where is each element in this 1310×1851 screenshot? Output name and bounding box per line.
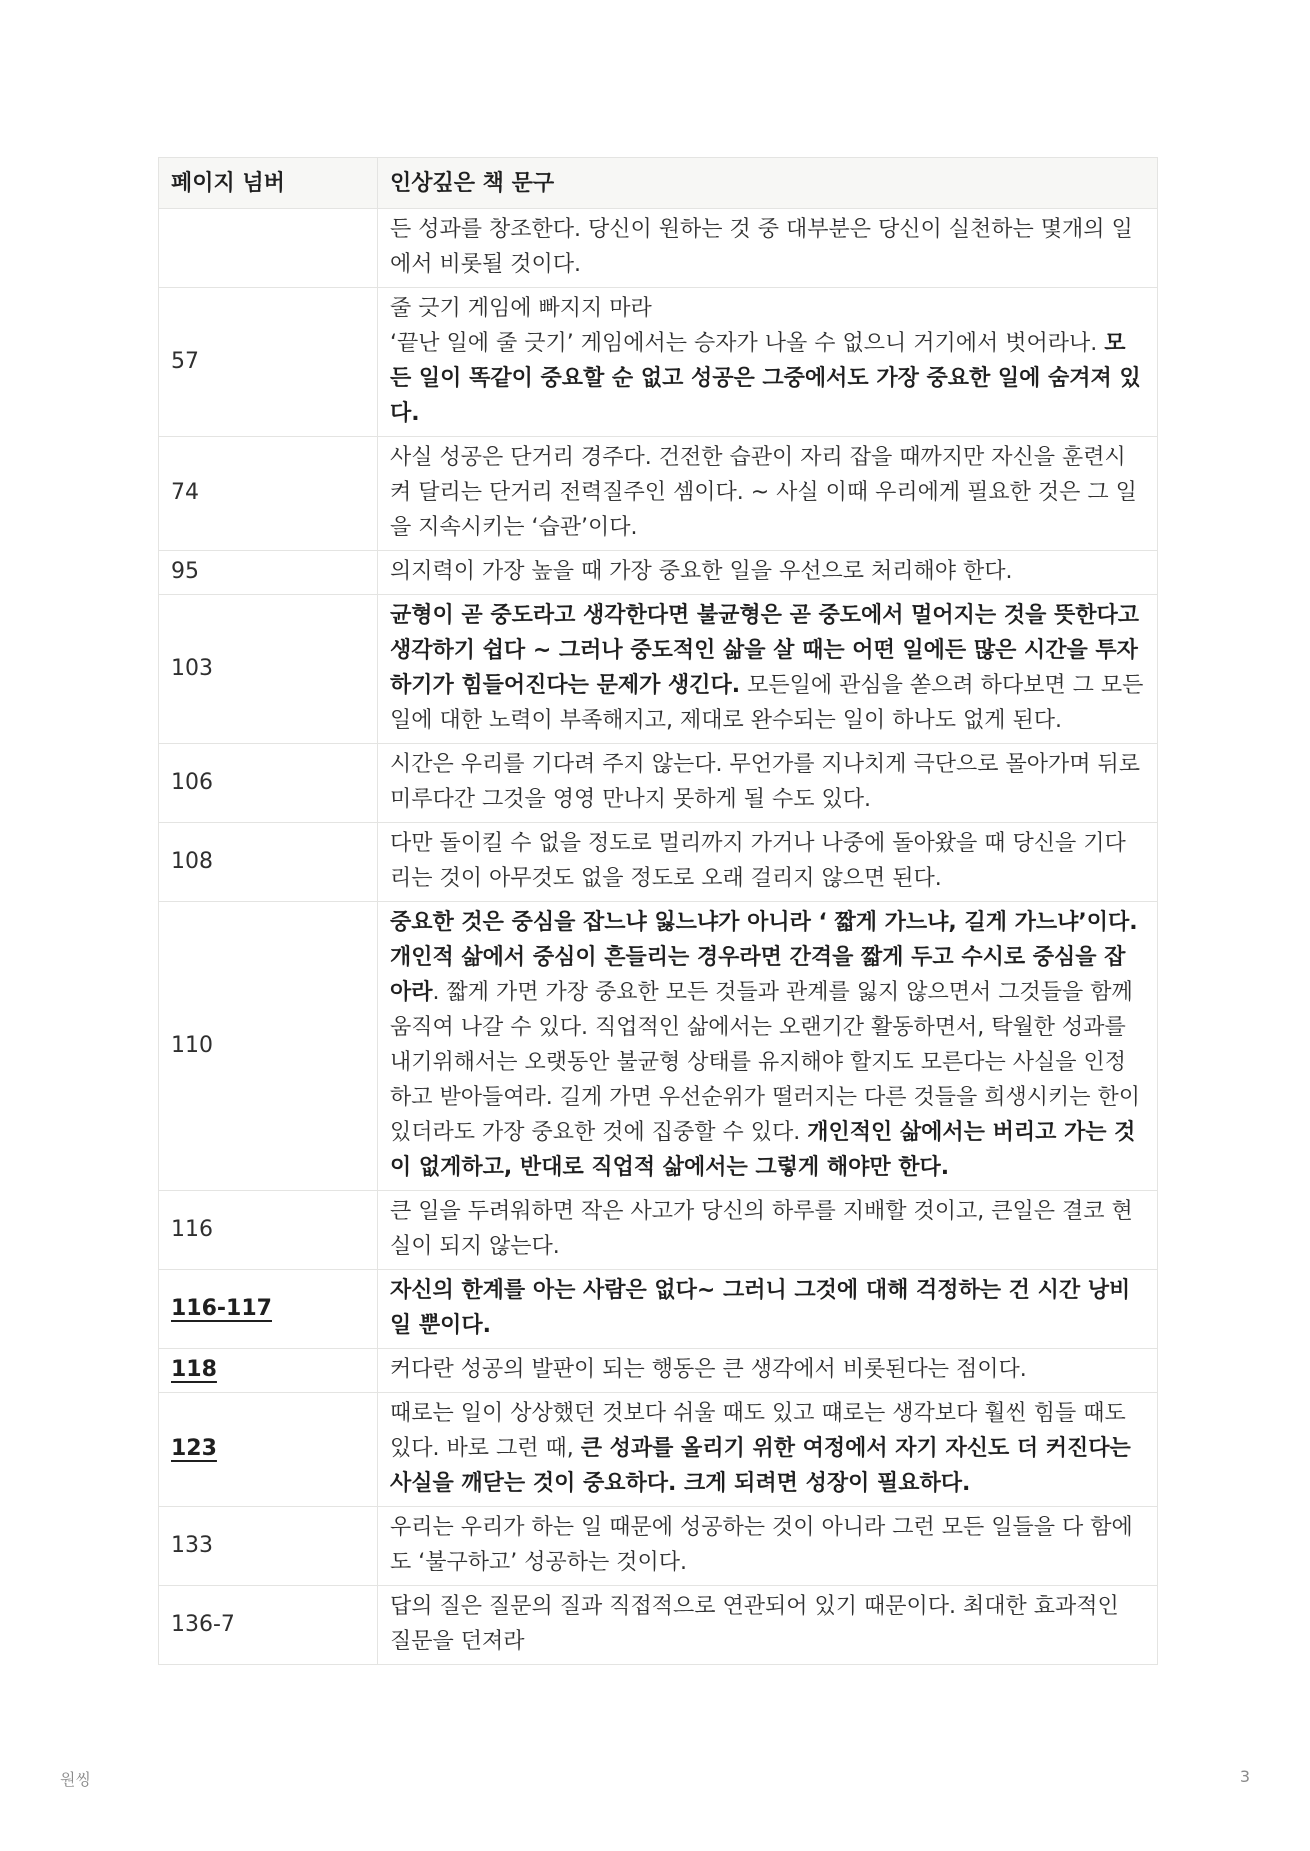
quote-text-bold: 모든 일이 똑같이 중요할 순 없고 성공은 그중에서도 가장 중요한 일에 숨겨져 있다.	[390, 331, 1141, 426]
quote-text: 모든일에 관심을 쏟으려 하다보면 그 모든 일에 대한 노력이 부족해지고, 제대로 완수되는 일이 하나도 없게 된다.	[390, 673, 1144, 733]
page-number-cell: 106	[159, 744, 378, 823]
quote-text: 큰 일을 두려워하면 작은 사고가 당신의 하루를 지배할 것이고, 큰일은 결코 현실이 되지 않는다.	[390, 1199, 1133, 1259]
footer-book-title: 원씽	[60, 1770, 91, 1789]
page-number-cell[interactable]: 116-117	[159, 1270, 378, 1349]
quote-text: 든 성과를 창조한다. 당신이 원하는 것 중 대부분은 당신이 실천하는 몇개의 일에서 비롯될 것이다.	[390, 217, 1133, 277]
page-number-cell: 108	[159, 823, 378, 902]
page-number-cell: 74	[159, 437, 378, 551]
table-row	[159, 744, 1158, 823]
quotes-table	[158, 157, 1158, 1665]
table-body	[159, 209, 1158, 1665]
table-header-row	[159, 158, 1158, 209]
quote-text: . 짧게 가면 가장 중요한 모든 것들과 관계를 잃지 않으면서 그것들을 함께 움직여 나갈 수 있다. 직업적인 삶에서는 오랜기간 활동하면서, 탁월한 성과를 내기위해서는 오랫동안 불균형 상태를 유지해야 할지도 모른다는 사실을 인정하고 받아들여라. 길게 가면 우선순위가 떨러지는 다른 것들을 희생시키는 한이 있더라도 가장 중요한 것에 집중할 수 있다.	[390, 980, 1140, 1145]
footer-page-number: 3	[1239, 1767, 1250, 1786]
quote-cell	[378, 209, 1158, 288]
table-row	[159, 1349, 1158, 1393]
quote-text: 다만 돌이킬 수 없을 정도로 멀리까지 가거나 나중에 돌아왔을 때 당신을 기다리는 것이 아무것도 없을 정도로 오래 걸리지 않으면 된다.	[390, 831, 1126, 891]
quote-text: 사실 성공은 단거리 경주다. 건전한 습관이 자리 잡을 때까지만 자신을 훈련시켜 달리는 단거리 전력질주인 셈이다. ~ 사실 이때 우리에게 필요한 것은 그 일을 지속시키는 ‘습관’이다.	[390, 445, 1137, 540]
quote-text-bold: 자신의 한계를 아는 사람은 없다~ 그러니 그것에 대해 걱정하는 건 시간 낭비일 뿐이다.	[390, 1278, 1131, 1338]
quote-cell	[378, 902, 1158, 1191]
header-quote: 인상깊은 책 문구	[378, 158, 1158, 209]
quote-text-bold: 큰 성과를 올리기 위한 여정에서 자기 자신도 더 커진다는 사실을 깨닫는 것이 중요하다. 크게 되려면 성장이 필요하다.	[390, 1436, 1131, 1496]
quote-text: 줄 긋기 게임에 빠지지 마라	[390, 296, 652, 321]
quote-text: ‘끝난 일에 줄 긋기’ 게임에서는 승자가 나올 수 없으니 거기에서 벗어라나.	[390, 331, 1105, 356]
quote-cell	[378, 288, 1158, 437]
quote-text: 때로는 일이 상상했던 것보다 쉬울 때도 있고 떄로는 생각보다 훨씬 힘들 때도 있다. 바로 그런 때,	[390, 1401, 1126, 1461]
quote-text-bold: 중요한 것은 중심을 잡느냐 잃느냐가 아니라 ‘ 짧게 가느냐, 길게 가느냐’이다. 개인적 삶에서 중심이 흔들리는 경우라면 간격을 짧게 두고 수시로 중심을 잡아라	[390, 910, 1138, 1005]
quote-cell	[378, 1507, 1158, 1586]
page-number-cell: 57	[159, 288, 378, 437]
quote-cell	[378, 1586, 1158, 1665]
table-row	[159, 1393, 1158, 1507]
table-row	[159, 1191, 1158, 1270]
table-row	[159, 1586, 1158, 1665]
table-row	[159, 1270, 1158, 1349]
quote-cell	[378, 1349, 1158, 1393]
page-number-cell: 110	[159, 902, 378, 1191]
page-number-cell: 136-7	[159, 1586, 378, 1665]
table-row	[159, 902, 1158, 1191]
quote-cell	[378, 1270, 1158, 1349]
page-number-cell[interactable]: 123	[159, 1393, 378, 1507]
quote-cell	[378, 551, 1158, 595]
quote-text: 답의 질은 질문의 질과 직접적으로 연관되어 있기 때문이다. 최대한 효과적인 질문을 던져라	[390, 1594, 1119, 1654]
table-row	[159, 823, 1158, 902]
page-number-cell: 133	[159, 1507, 378, 1586]
quote-text: 의지력이 가장 높을 때 가장 중요한 일을 우선으로 처리해야 한다.	[390, 559, 1013, 584]
page-number-cell: 95	[159, 551, 378, 595]
header-page-number: 페이지 넘버	[159, 158, 378, 209]
table-row	[159, 437, 1158, 551]
page-number-cell[interactable]: 118	[159, 1349, 378, 1393]
quote-cell	[378, 744, 1158, 823]
quote-cell	[378, 437, 1158, 551]
quote-text-bold: 개인적인 삶에서는 버리고 가는 것이 없게하고, 반대로 직업적 삶에서는 그렇게 해야만 한다.	[390, 1120, 1136, 1180]
quote-cell	[378, 823, 1158, 902]
quote-text-bold: 균형이 곧 중도라고 생각한다면 불균형은 곧 중도에서 멀어지는 것을 뜻한다고 생각하기 쉽다 ~ 그러나 중도적인 삶을 살 때는 어떤 일에든 많은 시간을 투자하기가 힘들어진다는 문제가 생긴다.	[390, 603, 1139, 698]
table-row	[159, 1507, 1158, 1586]
table-row	[159, 288, 1158, 437]
quote-text: 우리는 우리가 하는 일 때문에 성공하는 것이 아니라 그런 모든 일들을 다 함에도 ‘불구하고’ 성공하는 것이다.	[390, 1515, 1133, 1575]
table-row	[159, 595, 1158, 744]
quote-cell	[378, 1191, 1158, 1270]
table-row	[159, 551, 1158, 595]
page-number-cell: 103	[159, 595, 378, 744]
quote-text: 시간은 우리를 기다려 주지 않는다. 무언가를 지나치게 극단으로 몰아가며 뒤로 미루다간 그것을 영영 만나지 못하게 될 수도 있다.	[390, 752, 1140, 812]
table-row	[159, 209, 1158, 288]
quote-cell	[378, 595, 1158, 744]
quote-text: 커다란 성공의 발판이 되는 행동은 큰 생각에서 비롯된다는 점이다.	[390, 1357, 1027, 1382]
page-number-cell: 116	[159, 1191, 378, 1270]
quote-cell	[378, 1393, 1158, 1507]
page-number-cell	[159, 209, 378, 288]
